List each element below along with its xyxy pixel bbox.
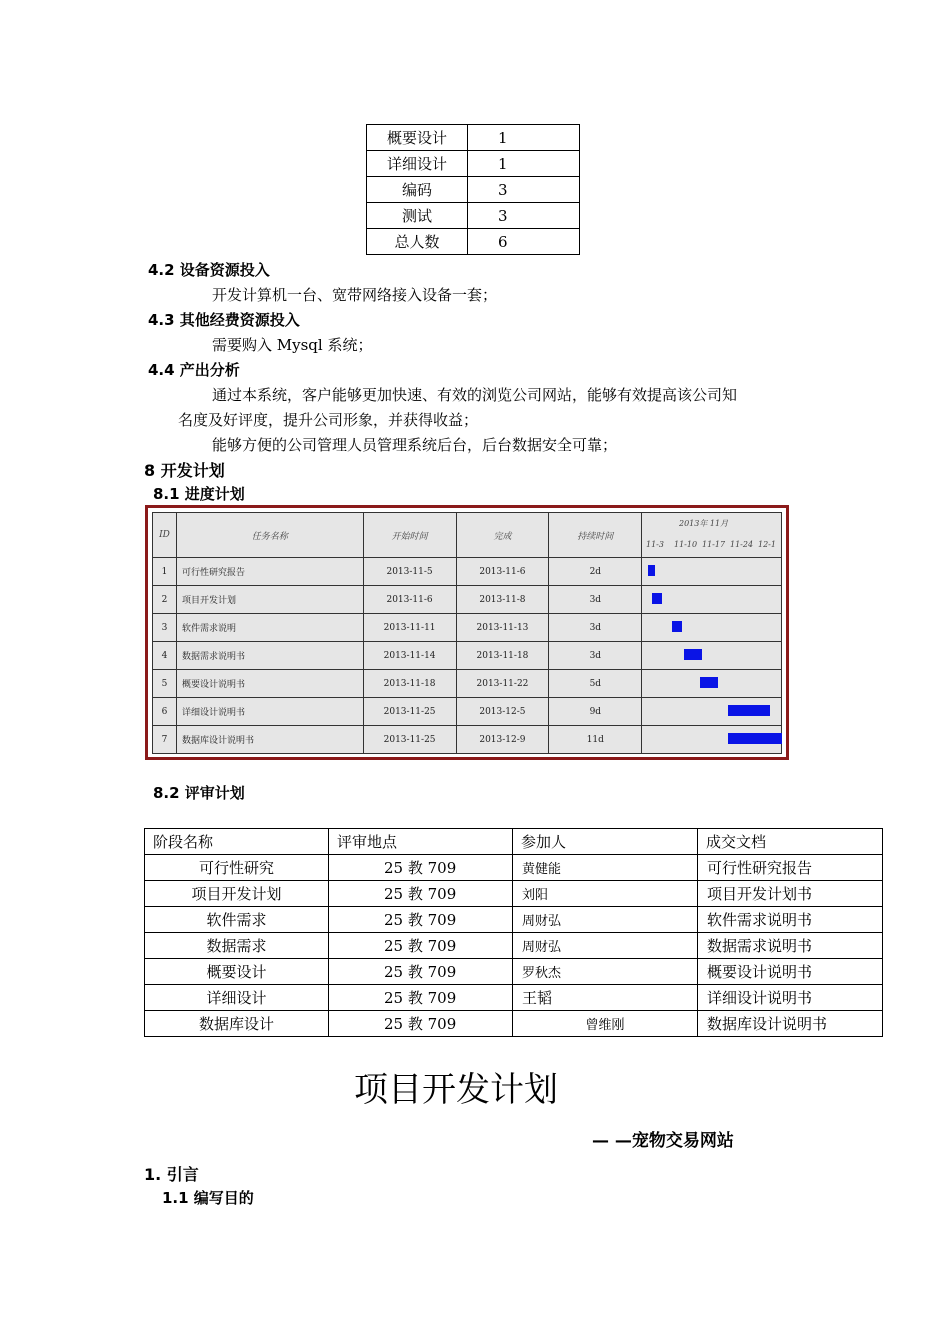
gantt-header-timeline bbox=[642, 513, 782, 558]
review-participant: 刘阳 bbox=[513, 881, 698, 907]
heading-4-3: 4.3 其他经费资源投入 bbox=[148, 311, 300, 329]
staffing-row bbox=[367, 177, 580, 203]
staffing-count: 1 bbox=[468, 151, 580, 177]
review-location: 25 教 709 bbox=[329, 855, 513, 881]
gantt-task-start: 2013-11-18 bbox=[363, 670, 456, 698]
staffing-count: 6 bbox=[468, 229, 580, 255]
review-row bbox=[145, 985, 883, 1011]
review-location: 25 教 709 bbox=[329, 1011, 513, 1037]
review-participant: 曾维刚 bbox=[513, 1011, 698, 1037]
document-subtitle: — —宠物交易网站 bbox=[592, 1131, 734, 1151]
gantt-header-duration: 持续时间 bbox=[549, 513, 642, 558]
gantt-task-timeline bbox=[642, 726, 782, 754]
review-location: 25 教 709 bbox=[329, 959, 513, 985]
text-4-4-line3: 能够方便的公司管理人员管理系统后台，后台数据安全可靠； bbox=[212, 436, 618, 454]
staffing-row bbox=[367, 151, 580, 177]
review-stage: 项目开发计划 bbox=[145, 881, 329, 907]
document-title: 项目开发计划 bbox=[354, 1070, 558, 1110]
gantt-task-duration: 3d bbox=[549, 642, 642, 670]
review-row bbox=[145, 1011, 883, 1037]
gantt-row bbox=[153, 642, 782, 670]
review-table bbox=[144, 828, 883, 1037]
gantt-task-end: 2013-12-5 bbox=[456, 698, 549, 726]
review-stage: 数据需求 bbox=[145, 933, 329, 959]
gantt-task-start: 2013-11-5 bbox=[363, 558, 456, 586]
staffing-role: 总人数 bbox=[367, 229, 468, 255]
review-row bbox=[145, 881, 883, 907]
staffing-role: 测试 bbox=[367, 203, 468, 229]
review-header-cell: 阶段名称 bbox=[145, 829, 329, 855]
gantt-task-id: 2 bbox=[153, 586, 177, 614]
review-location: 25 教 709 bbox=[329, 907, 513, 933]
review-document: 数据需求说明书 bbox=[698, 933, 883, 959]
text-4-2: 开发计算机一台、宽带网络接入设备一套； bbox=[212, 286, 498, 304]
review-header-cell: 评审地点 bbox=[329, 829, 513, 855]
review-participant: 罗秋杰 bbox=[513, 959, 698, 985]
gantt-task-timeline bbox=[642, 586, 782, 614]
review-document: 概要设计说明书 bbox=[698, 959, 883, 985]
review-document: 软件需求说明书 bbox=[698, 907, 883, 933]
gantt-task-id: 5 bbox=[153, 670, 177, 698]
review-participant: 王韬 bbox=[513, 985, 698, 1011]
review-stage: 软件需求 bbox=[145, 907, 329, 933]
heading-8: 8 开发计划 bbox=[144, 461, 225, 480]
gantt-task-id: 4 bbox=[153, 642, 177, 670]
gantt-task-duration: 9d bbox=[549, 698, 642, 726]
gantt-row bbox=[153, 586, 782, 614]
heading-8-1: 8.1 进度计划 bbox=[153, 485, 245, 503]
review-location: 25 教 709 bbox=[329, 881, 513, 907]
gantt-task-name: 可行性研究报告 bbox=[176, 558, 363, 586]
gantt-task-name: 详细设计说明书 bbox=[176, 698, 363, 726]
gantt-row bbox=[153, 698, 782, 726]
review-document: 详细设计说明书 bbox=[698, 985, 883, 1011]
review-stage: 数据库设计 bbox=[145, 1011, 329, 1037]
gantt-row bbox=[153, 670, 782, 698]
gantt-task-duration: 3d bbox=[549, 614, 642, 642]
review-row bbox=[145, 959, 883, 985]
gantt-task-start: 2013-11-11 bbox=[363, 614, 456, 642]
gantt-task-start: 2013-11-6 bbox=[363, 586, 456, 614]
review-participant: 周财弘 bbox=[513, 907, 698, 933]
gantt-task-name: 数据库设计说明书 bbox=[176, 726, 363, 754]
gantt-task-duration: 11d bbox=[549, 726, 642, 754]
review-document: 数据库设计说明书 bbox=[698, 1011, 883, 1037]
gantt-header-start: 开始时间 bbox=[363, 513, 456, 558]
gantt-table bbox=[152, 512, 782, 754]
staffing-row bbox=[367, 203, 580, 229]
staffing-row bbox=[367, 229, 580, 255]
staffing-table bbox=[366, 124, 580, 255]
gantt-week-label: 12-1 bbox=[758, 540, 776, 549]
heading-8-2: 8.2 评审计划 bbox=[153, 784, 245, 802]
gantt-task-name: 项目开发计划 bbox=[176, 586, 363, 614]
review-row bbox=[145, 933, 883, 959]
gantt-task-end: 2013-11-6 bbox=[456, 558, 549, 586]
gantt-task-end: 2013-11-13 bbox=[456, 614, 549, 642]
text-4-4-line2: 名度及好评度，提升公司形象，并获得收益； bbox=[178, 411, 479, 429]
gantt-task-duration: 3d bbox=[549, 586, 642, 614]
review-header-row bbox=[145, 829, 883, 855]
heading-4-4: 4.4 产出分析 bbox=[148, 361, 240, 379]
review-header-cell: 成交文档 bbox=[698, 829, 883, 855]
gantt-week-label: 11-10 bbox=[674, 540, 698, 549]
review-stage: 概要设计 bbox=[145, 959, 329, 985]
gantt-week-label: 11-24 bbox=[730, 540, 754, 549]
gantt-task-start: 2013-11-25 bbox=[363, 726, 456, 754]
text-4-3: 需要购入 Mysql 系统； bbox=[212, 336, 373, 354]
staffing-count: 3 bbox=[468, 203, 580, 229]
gantt-chart bbox=[145, 505, 789, 760]
gantt-task-start: 2013-11-14 bbox=[363, 642, 456, 670]
heading-1-1: 1.1 编写目的 bbox=[162, 1189, 254, 1207]
gantt-task-end: 2013-11-22 bbox=[456, 670, 549, 698]
gantt-task-duration: 2d bbox=[549, 558, 642, 586]
gantt-header-end: 完成 bbox=[456, 513, 549, 558]
gantt-task-end: 2013-12-9 bbox=[456, 726, 549, 754]
review-stage: 详细设计 bbox=[145, 985, 329, 1011]
gantt-task-id: 6 bbox=[153, 698, 177, 726]
gantt-month-label: 2013年 11月 bbox=[679, 519, 729, 528]
gantt-row bbox=[153, 726, 782, 754]
review-stage: 可行性研究 bbox=[145, 855, 329, 881]
gantt-week-label: 11-3 bbox=[646, 540, 664, 549]
staffing-row bbox=[367, 125, 580, 151]
gantt-task-timeline bbox=[642, 670, 782, 698]
review-participant: 黄健能 bbox=[513, 855, 698, 881]
gantt-task-name: 概要设计说明书 bbox=[176, 670, 363, 698]
gantt-task-id: 7 bbox=[153, 726, 177, 754]
gantt-task-name: 数据需求说明书 bbox=[176, 642, 363, 670]
review-document: 可行性研究报告 bbox=[698, 855, 883, 881]
gantt-task-duration: 5d bbox=[549, 670, 642, 698]
gantt-task-end: 2013-11-8 bbox=[456, 586, 549, 614]
gantt-task-end: 2013-11-18 bbox=[456, 642, 549, 670]
gantt-task-id: 3 bbox=[153, 614, 177, 642]
review-location: 25 教 709 bbox=[329, 985, 513, 1011]
gantt-task-timeline bbox=[642, 614, 782, 642]
review-header-cell: 参加人 bbox=[513, 829, 698, 855]
staffing-role: 概要设计 bbox=[367, 125, 468, 151]
gantt-task-id: 1 bbox=[153, 558, 177, 586]
gantt-task-timeline bbox=[642, 642, 782, 670]
staffing-role: 详细设计 bbox=[367, 151, 468, 177]
review-participant: 周财弘 bbox=[513, 933, 698, 959]
staffing-count: 3 bbox=[468, 177, 580, 203]
gantt-week-label: 11-17 bbox=[702, 540, 726, 549]
gantt-row bbox=[153, 614, 782, 642]
text-4-4-line1: 通过本系统，客户能够更加快速、有效的浏览公司网站，能够有效提高该公司知 bbox=[212, 386, 738, 404]
gantt-row bbox=[153, 558, 782, 586]
gantt-task-start: 2013-11-25 bbox=[363, 698, 456, 726]
gantt-task-name: 软件需求说明 bbox=[176, 614, 363, 642]
gantt-task-timeline bbox=[642, 698, 782, 726]
gantt-header-id: ID bbox=[153, 513, 177, 558]
gantt-task-timeline bbox=[642, 558, 782, 586]
gantt-header-name: 任务名称 bbox=[176, 513, 363, 558]
review-row bbox=[145, 855, 883, 881]
review-document: 项目开发计划书 bbox=[698, 881, 883, 907]
staffing-count: 1 bbox=[468, 125, 580, 151]
review-location: 25 教 709 bbox=[329, 933, 513, 959]
heading-4-2: 4.2 设备资源投入 bbox=[148, 261, 270, 279]
staffing-role: 编码 bbox=[367, 177, 468, 203]
heading-1: 1. 引言 bbox=[144, 1165, 199, 1184]
review-row bbox=[145, 907, 883, 933]
